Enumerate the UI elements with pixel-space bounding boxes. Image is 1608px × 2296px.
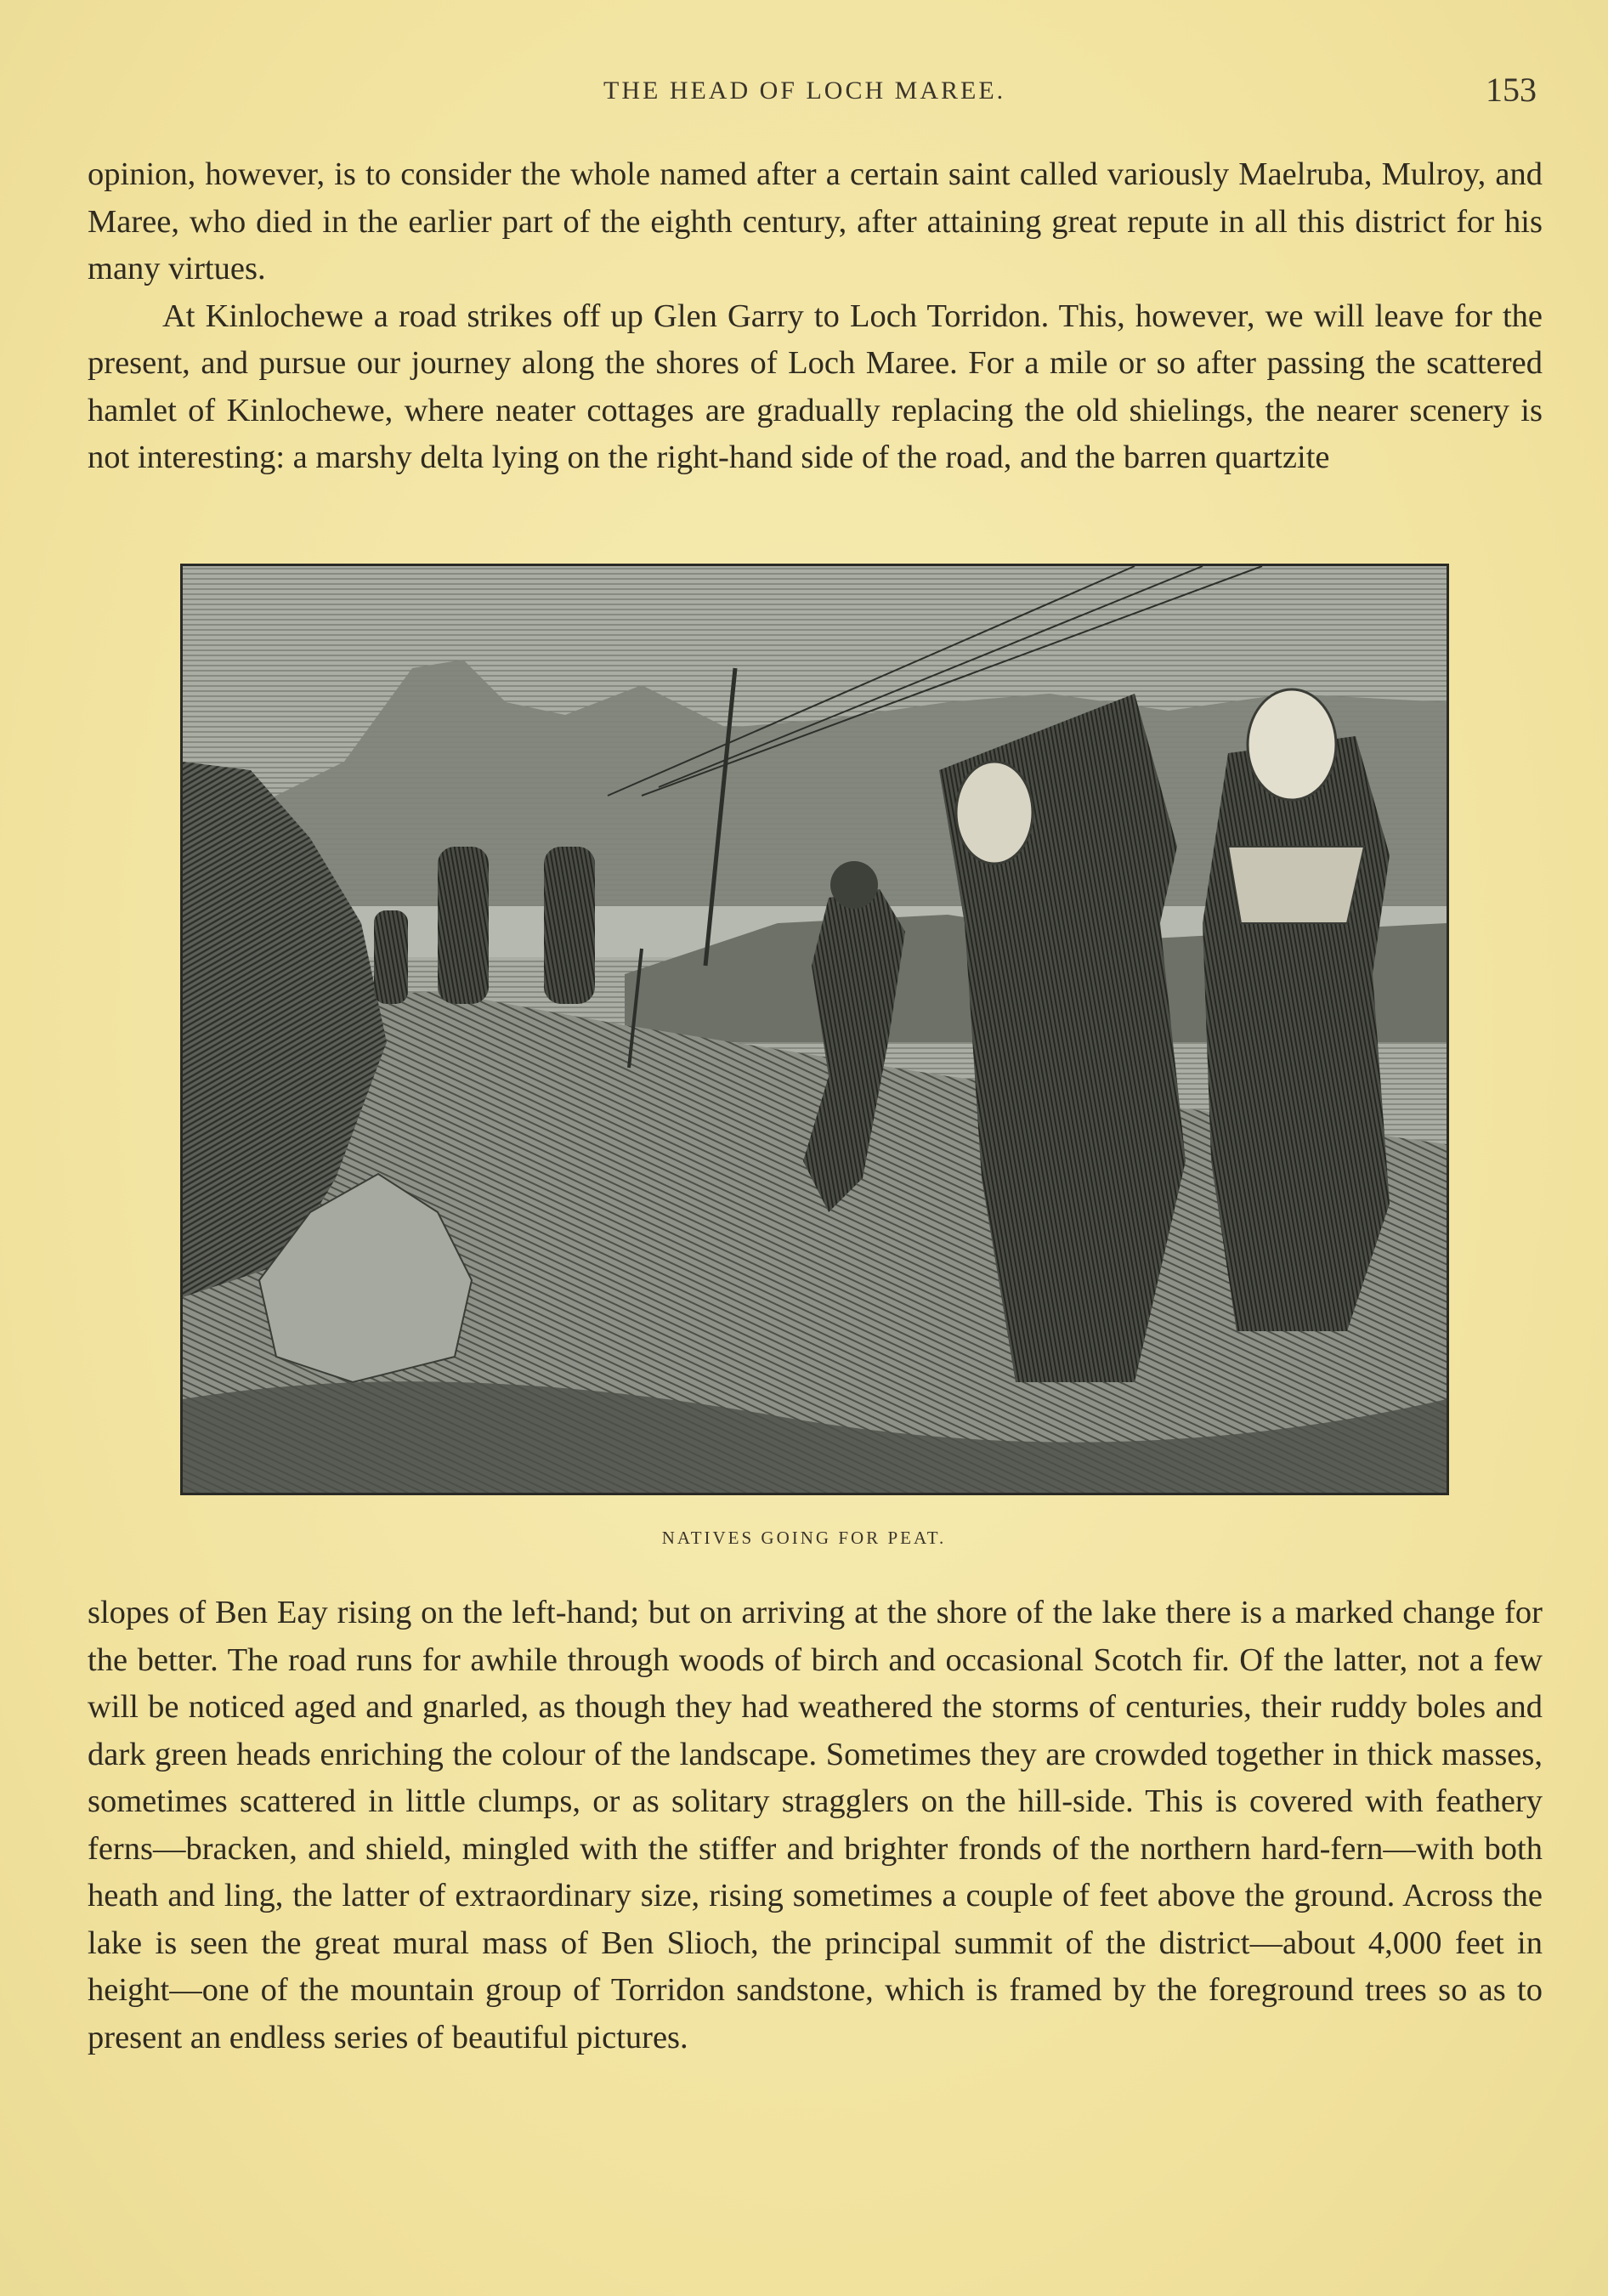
page-number: 153 <box>1486 71 1537 109</box>
engraving-illustration <box>180 564 1449 1495</box>
engraving-image <box>183 566 1447 1493</box>
running-title: THE HEAD OF LOCH MAREE. <box>603 77 1006 105</box>
running-header <box>0 70 1608 112</box>
figure-caption: NATIVES GOING FOR PEAT. <box>661 1528 947 1548</box>
text-block-top <box>88 151 1543 482</box>
paragraph-ben-eay: slopes of Ben Eay rising on the left-hand; but on arriving at the shore of the lake there is a marked change for the better. The road runs for awhile through woods of birch and occasional Scotch fir. Of the latter, not a few will be noticed aged and gnarled, as though they had weathered the storms of centuries, their ruddy boles and dark green heads enriching the colour of the landscape. Sometimes they are crowded together in thick masses, sometimes scattered in little clumps, or as solitary stragglers on the hill-side. This is covered with feathery ferns—bracken, and shield, mingled with the stiffer and brighter fronds of the northern hard-fern—with both heath and ling, the latter of extraordinary size, rising sometimes a couple of feet above the ground. Across the lake is seen the great mural mass of Ben Slioch, the principal summit of the district—about 4,000 feet in height—one of the mountain group of Torridon sandstone, which is framed by the foreground trees so as to present an endless series of beautiful pictures. <box>88 1595 1543 2055</box>
text-block-bottom <box>88 1590 1543 2061</box>
paragraph-continued: opinion, however, is to consider the whole named after a certain saint called variously Maelruba, Mulroy, and Maree, who died in the earlier part of the eighth century, after attaining great repute in all this district for his many virtues. <box>88 156 1543 286</box>
paragraph-kinlochewe: At Kinlochewe a road strikes off up Glen Garry to Loch Torridon. This, however, we will leave for the present, and pursue our journey along the shores of Loch Maree. For a mile or so after passing the scattered hamlet of Kinlochewe, where neater cottages are gradually replacing the old shielings, the nearer scenery is not interesting: a marshy delta lying on the right-hand side of the road, and the barren quartzite <box>88 298 1543 475</box>
